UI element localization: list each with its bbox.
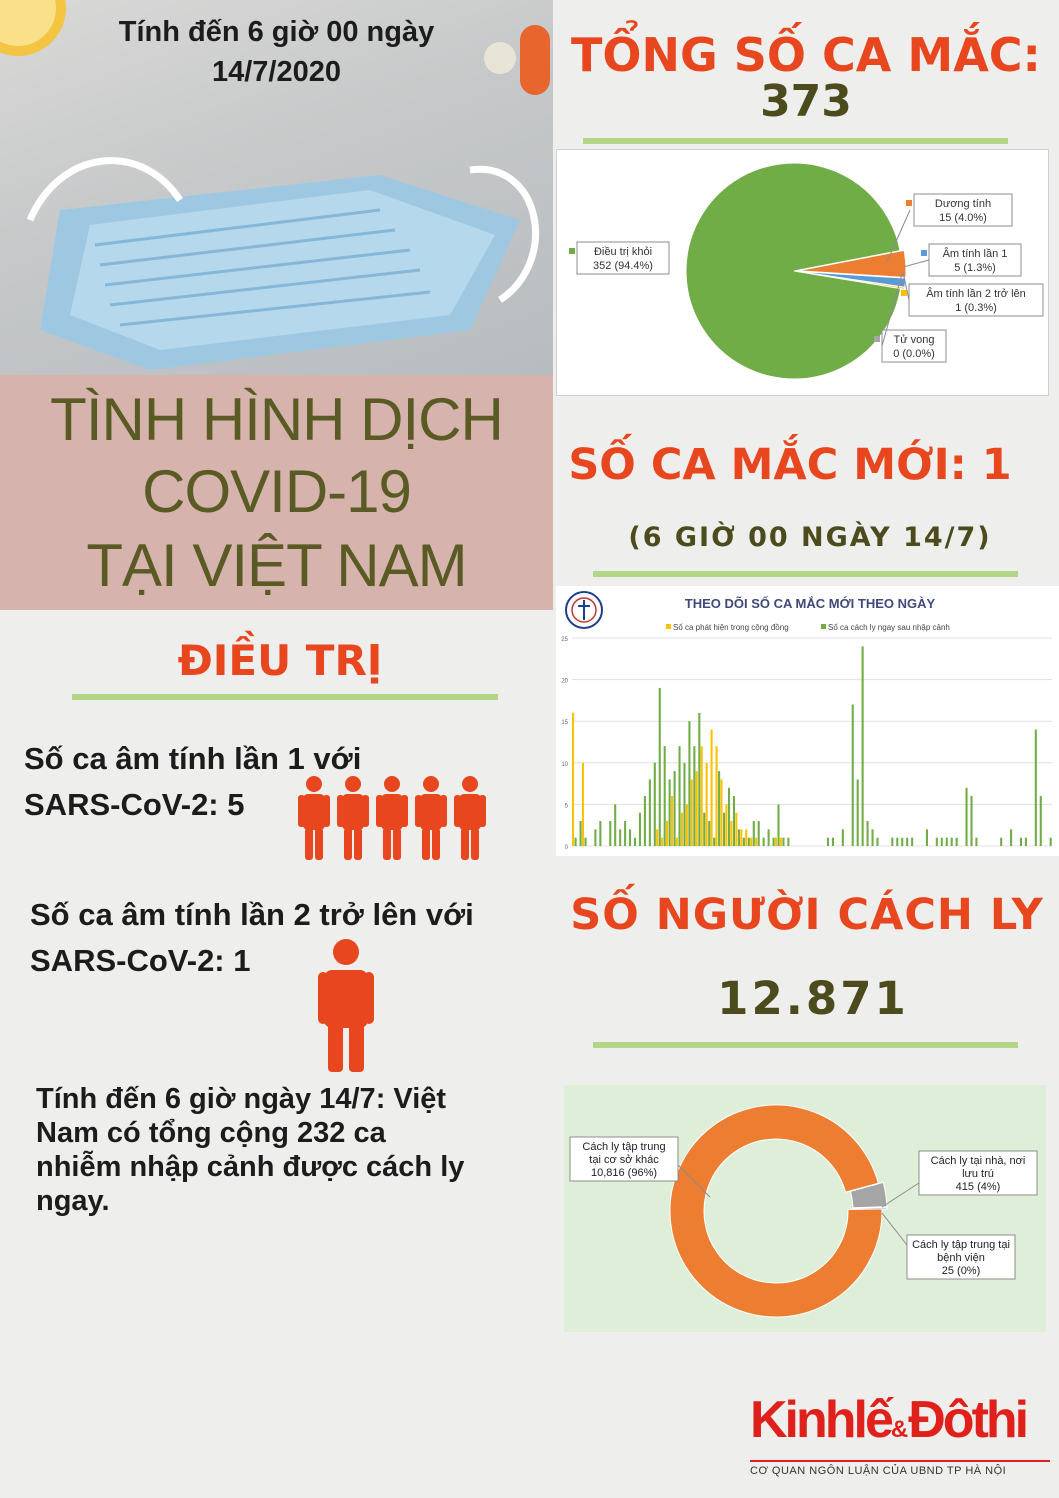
bar xyxy=(664,746,666,846)
logo-part-a: Kinhlế xyxy=(750,1391,891,1449)
bar xyxy=(758,821,760,846)
bar xyxy=(634,838,636,846)
bar xyxy=(743,838,745,846)
title-band xyxy=(0,375,553,610)
outcome-pie-chart xyxy=(556,149,1049,396)
bar xyxy=(674,771,676,846)
bar xyxy=(733,796,735,846)
bar xyxy=(827,838,829,846)
bar xyxy=(782,838,784,846)
donut-data-label xyxy=(919,1151,1037,1195)
pie-data-label xyxy=(569,242,669,274)
bar xyxy=(669,779,671,846)
bar-chart-title: THEO DÕI SỐ CA MẮC MỚI THEO NGÀY xyxy=(684,596,936,611)
svg-text:tại cơ sở khác: tại cơ sở khác xyxy=(589,1154,659,1166)
leader-line xyxy=(903,260,929,267)
treatment-divider xyxy=(72,694,498,700)
svg-text:10,816 (96%): 10,816 (96%) xyxy=(590,1167,658,1179)
bar xyxy=(730,821,732,846)
y-tick-label: 10 xyxy=(561,761,568,768)
y-tick-label: 20 xyxy=(561,678,568,685)
bar xyxy=(1040,796,1042,846)
isolation-value: 12.871 xyxy=(717,972,909,1025)
bar xyxy=(644,796,646,846)
person-icon-large xyxy=(318,938,374,1072)
bar xyxy=(901,838,903,846)
bar xyxy=(775,838,777,846)
bar xyxy=(941,838,943,846)
report-date: Tính đến 6 giờ 00 ngày 14/7/2020 xyxy=(118,16,435,88)
bar xyxy=(975,838,977,846)
bar xyxy=(725,804,727,846)
negative-second-text: Số ca âm tính lần 2 trở lên với SARS-CoV-2: 1 xyxy=(30,897,474,978)
bar xyxy=(671,796,673,846)
bar xyxy=(681,813,683,846)
treatment-heading: ĐIỀU TRỊ xyxy=(177,636,383,685)
bar xyxy=(659,688,661,846)
bar xyxy=(629,829,631,846)
pie-data-label xyxy=(906,194,1012,226)
svg-text:Điều trị khỏi: Điều trị khỏi xyxy=(593,246,653,258)
svg-text:Âm tính lần 1: Âm tính lần 1 xyxy=(942,248,1008,260)
bar xyxy=(911,838,913,846)
bar xyxy=(678,746,680,846)
isolation-label: SỐ NGƯỜI CÁCH LY xyxy=(570,890,1044,940)
bar xyxy=(572,713,574,846)
bar xyxy=(852,705,854,846)
svg-text:lưu trú: lưu trú xyxy=(962,1168,994,1180)
bar xyxy=(728,788,730,846)
imported-cases-note: Tính đến 6 giờ ngày 14/7: Việt Nam có tổng cộng 232 ca nhiễm nhập cảnh được cách ly ngay. xyxy=(36,1083,465,1217)
svg-text:415 (4%): 415 (4%) xyxy=(955,1181,1001,1193)
total-divider xyxy=(583,138,1008,144)
bar xyxy=(750,838,752,846)
y-tick-label: 25 xyxy=(561,637,568,643)
bar xyxy=(832,838,834,846)
bar xyxy=(683,763,685,846)
bar xyxy=(582,763,584,846)
svg-text:0 (0.0%): 0 (0.0%) xyxy=(893,348,935,360)
bar xyxy=(768,829,770,846)
svg-text:5 (1.3%): 5 (1.3%) xyxy=(954,262,996,274)
bar xyxy=(716,746,718,846)
new-cases-label: SỐ CA MẮC MỚI: 1 xyxy=(568,440,1012,490)
bar xyxy=(876,838,878,846)
svg-text:Âm tính lần 2 trở lên: Âm tính lần 2 trở lên xyxy=(926,288,1026,300)
ministry-logo-icon xyxy=(566,592,602,628)
person-icon xyxy=(376,776,408,860)
bar xyxy=(703,813,705,846)
bar xyxy=(857,779,859,846)
y-tick-label: 0 xyxy=(564,845,568,851)
negative-first-text: Số ca âm tính lần 1 với SARS-CoV-2: 5 xyxy=(24,741,362,822)
svg-text:bệnh viện: bệnh viện xyxy=(937,1252,985,1264)
bar xyxy=(936,838,938,846)
bar xyxy=(718,771,720,846)
bar xyxy=(594,829,596,846)
bar xyxy=(738,829,740,846)
bar xyxy=(575,838,577,846)
person-icon xyxy=(337,776,369,860)
person-icon xyxy=(415,776,447,860)
bar xyxy=(1010,829,1012,846)
svg-text:Cách ly tập trung tại: Cách ly tập trung tại xyxy=(912,1239,1010,1251)
kinhte-dothi-logo xyxy=(750,1392,1050,1482)
title-line-3: TẠI VIỆT NAM xyxy=(86,532,467,599)
donut-data-label xyxy=(570,1137,678,1181)
bar xyxy=(946,838,948,846)
svg-text:352 (94.4%): 352 (94.4%) xyxy=(593,260,653,272)
bar xyxy=(755,838,757,846)
bar xyxy=(580,821,582,846)
donut-slice xyxy=(670,1105,882,1317)
bar xyxy=(745,829,747,846)
bar xyxy=(871,829,873,846)
person-icon xyxy=(298,776,330,860)
svg-text:Cách ly tập trung: Cách ly tập trung xyxy=(582,1141,666,1153)
leader-line xyxy=(882,1183,919,1207)
bar xyxy=(656,829,658,846)
svg-text:Số ca cách ly ngay sau nhập cả: Số ca cách ly ngay sau nhập cảnh xyxy=(828,623,950,632)
bar xyxy=(661,838,663,846)
y-tick-label: 5 xyxy=(564,803,568,810)
title-line-2: COVID-19 xyxy=(142,458,411,525)
bar xyxy=(691,779,693,846)
leader-line xyxy=(882,1213,907,1245)
svg-text:Số ca phát hiện trong cộng đồn: Số ca phát hiện trong cộng đồng xyxy=(673,623,789,632)
bar xyxy=(867,821,869,846)
bar xyxy=(614,804,616,846)
legend-entry xyxy=(666,623,789,632)
bar xyxy=(711,730,713,846)
svg-text:25 (0%): 25 (0%) xyxy=(941,1265,981,1277)
bar xyxy=(773,838,775,846)
bar xyxy=(693,746,695,846)
bar xyxy=(1050,838,1052,846)
bar xyxy=(735,813,737,846)
bar xyxy=(701,746,703,846)
bar xyxy=(624,821,626,846)
donut-data-label xyxy=(907,1235,1015,1279)
bar xyxy=(763,838,765,846)
svg-text:15 (4.0%): 15 (4.0%) xyxy=(939,212,987,224)
bar xyxy=(723,813,725,846)
bar xyxy=(970,796,972,846)
person-icons-5 xyxy=(298,776,498,862)
bar xyxy=(787,838,789,846)
bar xyxy=(1035,730,1037,846)
bar xyxy=(698,713,700,846)
bar xyxy=(584,838,586,846)
bar xyxy=(896,838,898,846)
bar xyxy=(688,721,690,846)
pie-data-label xyxy=(901,284,1043,316)
bar xyxy=(862,646,864,846)
bar xyxy=(619,829,621,846)
bar xyxy=(720,779,722,846)
logo-amp: & xyxy=(890,1416,909,1443)
bar xyxy=(777,804,779,846)
daily-cases-bar-chart xyxy=(556,586,1059,856)
isolation-donut-chart xyxy=(564,1085,1046,1332)
person-icon xyxy=(454,776,486,860)
bar xyxy=(706,763,708,846)
bar xyxy=(1025,838,1027,846)
bar xyxy=(906,838,908,846)
bar xyxy=(951,838,953,846)
isolation-divider xyxy=(593,1042,1018,1048)
bar xyxy=(654,763,656,846)
bar xyxy=(1020,838,1022,846)
bar xyxy=(842,829,844,846)
bar xyxy=(1000,838,1002,846)
bar xyxy=(926,829,928,846)
y-tick-label: 15 xyxy=(561,720,568,727)
total-label: TỔNG SỐ CA MẮC: xyxy=(571,28,1041,82)
bar xyxy=(686,804,688,846)
bar xyxy=(740,829,742,846)
legend-entry xyxy=(821,623,950,632)
bar xyxy=(753,821,755,846)
bar xyxy=(956,838,958,846)
bar xyxy=(696,771,698,846)
pie-data-label xyxy=(921,244,1021,276)
bar xyxy=(748,838,750,846)
bar xyxy=(708,821,710,846)
bar xyxy=(649,779,651,846)
bar xyxy=(609,821,611,846)
new-cases-divider xyxy=(593,571,1018,577)
new-cases-time: (6 GIỜ 00 NGÀY 14/7) xyxy=(628,522,992,553)
bar xyxy=(666,821,668,846)
svg-text:1 (0.3%): 1 (0.3%) xyxy=(955,302,997,314)
bar xyxy=(966,788,968,846)
svg-text:Cách ly tại nhà, nơi: Cách ly tại nhà, nơi xyxy=(930,1155,1026,1167)
bar xyxy=(891,838,893,846)
bar xyxy=(639,813,641,846)
bar xyxy=(599,821,601,846)
svg-text:Dương tính: Dương tính xyxy=(934,198,992,210)
bar xyxy=(713,838,715,846)
logo-part-b: Đôthi xyxy=(908,1391,1027,1449)
total-value: 373 xyxy=(760,76,852,127)
svg-text:Tử vong: Tử vong xyxy=(893,334,935,346)
logo-tagline: CƠ QUAN NGÔN LUẬN CỦA UBND TP HÀ NỘI xyxy=(750,1460,1050,1477)
bar xyxy=(676,838,678,846)
bar xyxy=(780,838,782,846)
title-line-1: TÌNH HÌNH DỊCH xyxy=(50,386,503,453)
